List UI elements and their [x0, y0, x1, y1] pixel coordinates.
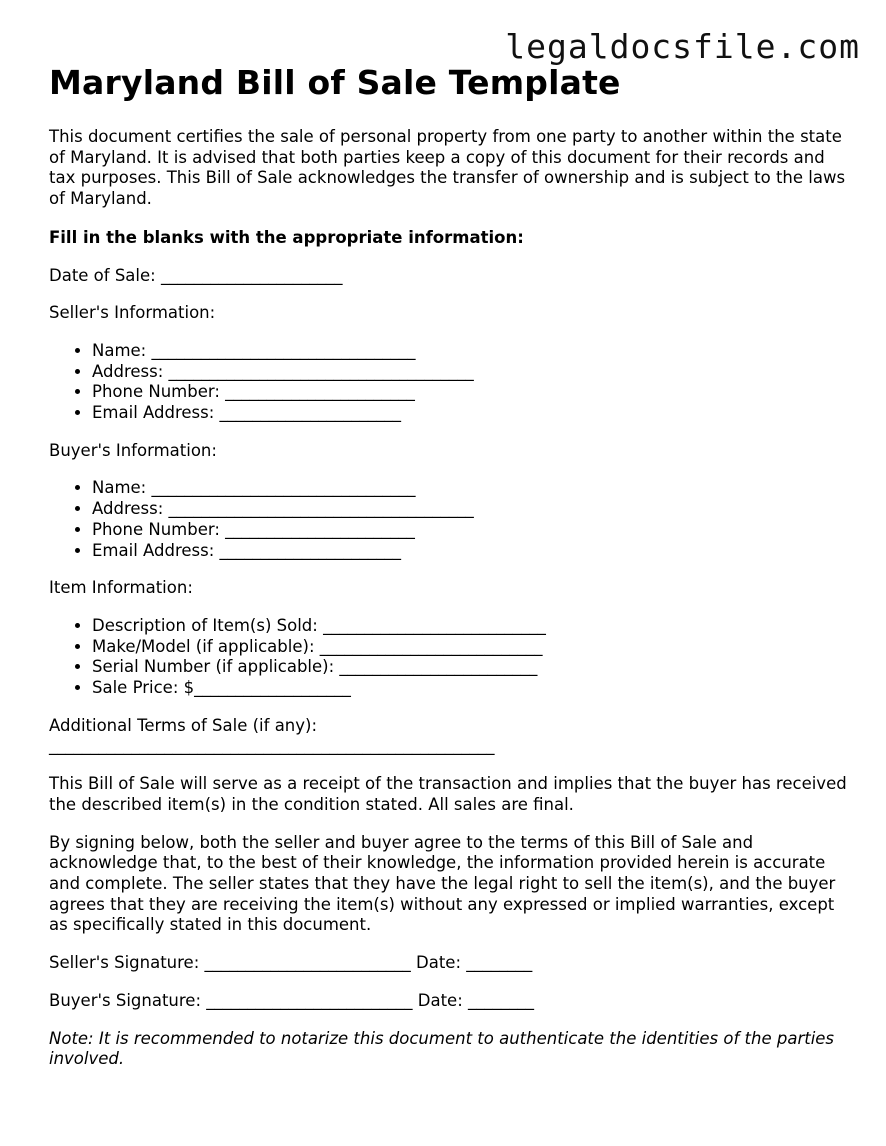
additional-terms-field[interactable]: ______________________________________________________ — [49, 736, 495, 756]
item-info-list — [49, 616, 849, 699]
item-make-model-field[interactable]: • Make/Model (if applicable): ___________________________ — [92, 637, 849, 658]
notarize-note: Note: It is recommended to notarize this document to authenticate the identities of the parties involved. — [49, 1028, 835, 1069]
agreement-paragraph: By signing below, both the seller and buyer agree to the terms of this Bill of Sale and acknowledge that, to the best of their knowledge, the information provided herein is accurate and complete. The seller states that they have the legal right to sell the item(s), and the buyer agrees that they are receiving the item(s) without any expressed or implied warranties, except as specifically stated in this document. — [49, 832, 836, 935]
seller-address-field[interactable]: • Address: _____________________________________ — [92, 362, 849, 383]
intro-paragraph: This document certifies the sale of personal property from one party to another within the state of Maryland. It is advised that both parties keep a copy of this document for their records and tax purposes. This Bill of Sale acknowledges the transfer of ownership and is subject to the laws of Maryland. — [49, 127, 846, 209]
receipt-paragraph: This Bill of Sale will serve as a receipt of the transaction and implies that the buyer has received the described item(s) in the condition stated. All sales are final. — [49, 774, 847, 814]
buyer-signature-field[interactable]: Buyer's Signature: _________________________ Date: ________ — [49, 990, 534, 1010]
buyer-name-field[interactable]: • Name: ________________________________ — [92, 478, 849, 499]
document-body — [49, 60, 849, 1070]
seller-info-list — [49, 341, 849, 424]
additional-terms-label: Additional Terms of Sale (if any): — [49, 715, 318, 735]
instruction-heading: Fill in the blanks with the appropriate information: — [49, 227, 524, 247]
date-of-sale-field[interactable]: Date of Sale: ______________________ — [49, 265, 343, 285]
buyer-info-heading: Buyer's Information: — [49, 440, 217, 460]
seller-name-field[interactable]: • Name: ________________________________ — [92, 341, 849, 362]
item-description-field[interactable]: • Description of Item(s) Sold: ___________________________ — [92, 616, 849, 637]
item-info-heading: Item Information: — [49, 578, 193, 598]
watermark-logo: legaldocsfile.com — [505, 27, 860, 66]
buyer-phone-field[interactable]: • Phone Number: _______________________ — [92, 520, 849, 541]
seller-info-heading: Seller's Information: — [49, 303, 216, 323]
buyer-info-list — [49, 478, 849, 561]
buyer-address-field[interactable]: • Address: _____________________________________ — [92, 499, 849, 520]
buyer-email-field[interactable]: • Email Address: ______________________ — [92, 541, 849, 562]
seller-email-field[interactable]: • Email Address: ______________________ — [92, 403, 849, 424]
item-serial-number-field[interactable]: • Serial Number (if applicable): ________________________ — [92, 657, 849, 678]
seller-signature-field[interactable]: Seller's Signature: _________________________ Date: ________ — [49, 953, 533, 973]
page-title: Maryland Bill of Sale Template — [49, 63, 621, 102]
seller-phone-field[interactable]: • Phone Number: _______________________ — [92, 382, 849, 403]
item-sale-price-field[interactable]: • Sale Price: $___________________ — [92, 678, 849, 699]
